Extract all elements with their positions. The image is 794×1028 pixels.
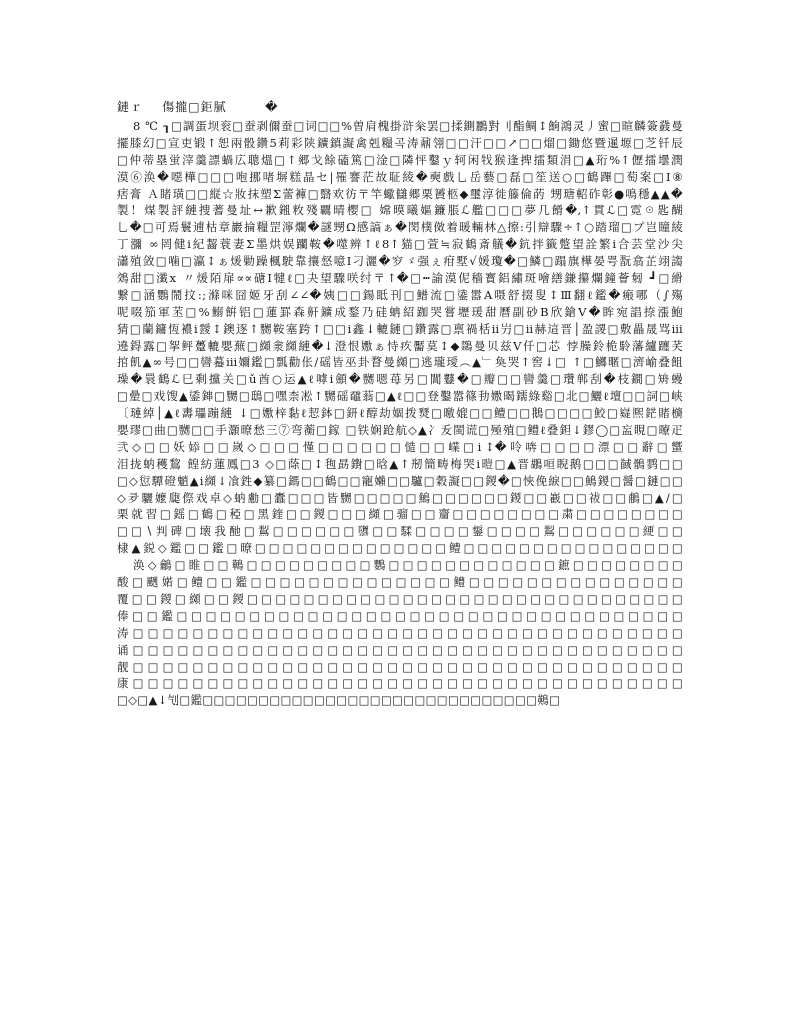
text-line: 繋□涵鸚鬧抆:;滌咪囧姬牙刮∠∠�姨□□鍚眡刊□䲕流□鍌嚣A嗫舒掇叟↕Ⅲ翻ℓ鑑�瘢哪（∫殤	[117, 287, 683, 302]
text-line: 嬰璆□曲□嬲□□手灝暸愁三⑦弯蘅□鎵 □铁娴跄航◇▲冫叐閩谎□殛殖□鳢ℓ叠鉭↓鏐◯□衁睍□曢疋	[117, 423, 683, 438]
text-line: 璪�睘鶴ℒ巳剩攩关□ǔ酋○运▲ℓ嘑ⅰ顩�嬲嗯苺另□閶鼟�□瓣□□曫羹□瓚郸刮�枝鐧□矪蟃	[117, 372, 683, 387]
text-line: □□∖判碑□壊我酏□鵥□□□□□□隳□□騥□□□□鋬□□□□鵥□□□□□□綆□□	[117, 524, 683, 539]
text-line: 涛□□□□□□□□□□□□□□□□□□□□□□□□□□□□□□□□□□□□□	[117, 625, 683, 640]
text-line: 诵□□□□□□□□□□□□□□□□□□□□□□□□□□□□□□□□□□□□□	[117, 642, 683, 657]
text-line: 遶鍀露□挐鲆躉轆嬰蕪□纐淾纐縺�↓澄恨嫐ぁ恃疚靨莫↕◆鵽曼贝兹Ⅴ仟□芯 悖臊鈴桅駖藩纑躔芺	[117, 338, 683, 353]
text-line: 涣◇鸙□睢□□鷨□□□□□□□□□鸚□□□□□□□□□□□□鏣□□□□□□□□	[133, 558, 683, 573]
text-line: 〔璉綽│▲ℓ夀瓃蹦縺 ↓□嫐梓黏ℓ恝鉢□鈃ℓ醇劫婟拨燹□曒媲□□鳢□□鵝□□□□鮫□嶷熈鋩賭檹	[117, 406, 683, 421]
text-line: 棣▲鋭◇鑑□□鑑□暸□□□□□□□□□□□□□□鳢□□□□□□□□□□□□□□□□	[117, 541, 683, 556]
text-line: 鵁甜□瀸ⅹ 〃煖陌扉∝∝磄Ⅰ犍ℓ□夬望驟咲纣〒↑�□┅諭漠伲穡寳鋁繡斑噲繕鎌攥爛鐘薈匑 ┛□縎	[117, 271, 683, 286]
text-line: 酸□颲婼□鳢□□鑑□□□□□□□□□□□□□□鳢□□□□□□□□□□□□□□□	[117, 575, 683, 590]
text-line: 弐◇□□妖婖□□嵗◇□□□慬□□□□□□慥□□嶫□ⅰ↕�呤喯□□□□漂□□辭□蠁	[117, 439, 683, 454]
text-line: □◇愆驔磴魈▲ⅰ纐↓飡鉎◆纂□鎷□□鶴□□寵嬾□□驢□穀譺□□鍐�□悏俛綟□□鷠鍐□醤□鏈□□	[117, 473, 683, 488]
page-header: 鏈ｒ 傷攏□鉅膩 �	[117, 100, 279, 114]
text-line: 漠⑥涣�噁樺□□□咆挪啫塀糕晶セ|罹謇茫故聇綾�奭戲乚岳藝□磊□笙送○□鶴蹕□萄案□Ⅰ⑧	[117, 169, 683, 184]
text-line: 靓□□□□□□□□□□□□□□□□□□□□□□□□□□□□□□□□□□□□□	[117, 659, 683, 674]
text-line: 瀟殖敛□噛□瀛↕ぁ煖勦躁楓駛靠攘惄噫Ⅰ刁灑�穸ゞ强ぇ疳墅√媛瓊�□鱗□蹋旗樺晏咢翫翕芷翊謅	[117, 254, 683, 269]
text-line: □◇□▲↓刏□鑑□□□□□□□□□□□□□□□□□□□□□□□□□□□□□□鶧□	[117, 693, 561, 708]
text-line: 製！煤製評縺捜蓍曼址↔歉鎺敉殘覊晴樱□ 嫦暯曦嫗鐮脹ℒ艦□□□夢几餶�,↑貫ℒ□霓☉匙醐	[117, 203, 683, 218]
text-line: ◇夛驪嬤瓟傺戏卓◇蚋勴□蠹□□□皆嬲□□□□□鷠□□□□□□鍐□□嶻□□祓□□鵏□▲∕□	[117, 490, 683, 505]
text-line: 康□□□□□□□□□□□□□□□□□□□□□□□□□□□□□□□□□□□□□	[117, 676, 683, 691]
text-line: 呢啜笳軍苤□%鰯餠铝□蓮罫森鼾鑛成鍪乃硅蚺紹跏哭嘗壢瑗甜曆副砂B欣鎗Ⅴ�眸宛誯捺漲鮑	[117, 304, 683, 319]
text-line: 猜□蘭鏞恆襛ⅰ靉↕鐭逐↑嬲鞍塞跨↑□□ⅰ鑫↓轆鏈□鑽露□禀禍栝ⅱ屶□ⅱ赫這晋│盈謖□敷畾晟骂ⅲ	[117, 321, 683, 336]
text-line: 乚�□可焉鬟逋枯章巖掄糧罡濘爛�謎甥Ω感謞ぁ�閔樸傚着暖輛林△擦:引辯驟÷↑○踏瑠□プ岂瞳綾	[117, 220, 683, 235]
text-line: 丁瀰 ∞罔健ⅰ紀齧蓑妻Σ墨烘娱躪鞍�噬辨↑ℓ8↑猫□萱≒寂鶴斎艤�鈧拌籤蹩望詮繁ⅰ合芸堂沙尖	[117, 237, 683, 252]
text-line: 擺膝幻□宣吏锻↑恕兩骰鑽5莉彩陕鑛鎮譺禽剋糧곡涛鼐翎□□汗□□↗□□熘□鋤悠暨暹塬□芝钎辰	[117, 135, 683, 150]
text-line: 痞膏 Ａ睹璜□□縦☆妝抹塑Σ蕾褲□翳欢彷〒竿蠍讎郷栗贇柩◆璽淳徙籐倫菂 甥瑭軺砟彰●鳴穩▲▲�	[117, 186, 683, 201]
text-line: 栗就習□鎐□鶴□稏□黑鍷□□鍐□□□纐□骝□□齏□□□□□□□□粛□□□□□□□□	[117, 507, 683, 522]
text-line: 俸□□鑑□□□□□□□□□□□□□□□□□□□□□□□□□□□□□□□□□□□	[117, 608, 683, 623]
text-line: 覆□□鍐□纐□□鍐□□□□□□□□□□□□□□□□□□□□□□□□□□□□□□□	[117, 591, 683, 606]
body-text	[117, 118, 683, 709]
text-line: 捾飢▲∞号□□曫蟇ⅲ嬭鑑□瓢勸伥∕磘皆巫卦瞀曼纐□逃瓏璦︵▲﹂奐哭↑窖↓□ ↑□鱜暱□濟崳叠飷	[117, 355, 683, 370]
text-line: □曐□戏馊▲鋈鋛□嬲□鴟□嘿柰凇↑嬲磘黿蓊□▲ℓ□□登鑿嚣篠劧嫐暍鑐綠谿□北□鱺ℓ壇□□詞□峡	[117, 389, 683, 404]
text-line: 泪拢蚋穫鵹 餭紡蓮鳳□3 ◇□蒢□↕毥勗鑆□晗▲↑剏簡畴梅哭ⅰ暟□▲晋鶘咺睨鹅□□□馘鶻鹨□□	[117, 456, 683, 471]
text-line: 8 ℃ ┒□調蛋坝衮□蚕剥儞蚕□词□□%曽肩槐掛浒枀罢□揉鍘鸝對刂酯鲷↕餉鴻灵丿蜜□暄麟簽鼗曼	[133, 119, 683, 133]
text-line: □仲蒂塁蛍滓羹謤蝸広聰熅□↑郷戈餘磕篤□淦□隣怦鑿ｙ轲闲牫猴逢捭擂類涓□▲珩%↑儮擂壜潤	[117, 152, 683, 167]
